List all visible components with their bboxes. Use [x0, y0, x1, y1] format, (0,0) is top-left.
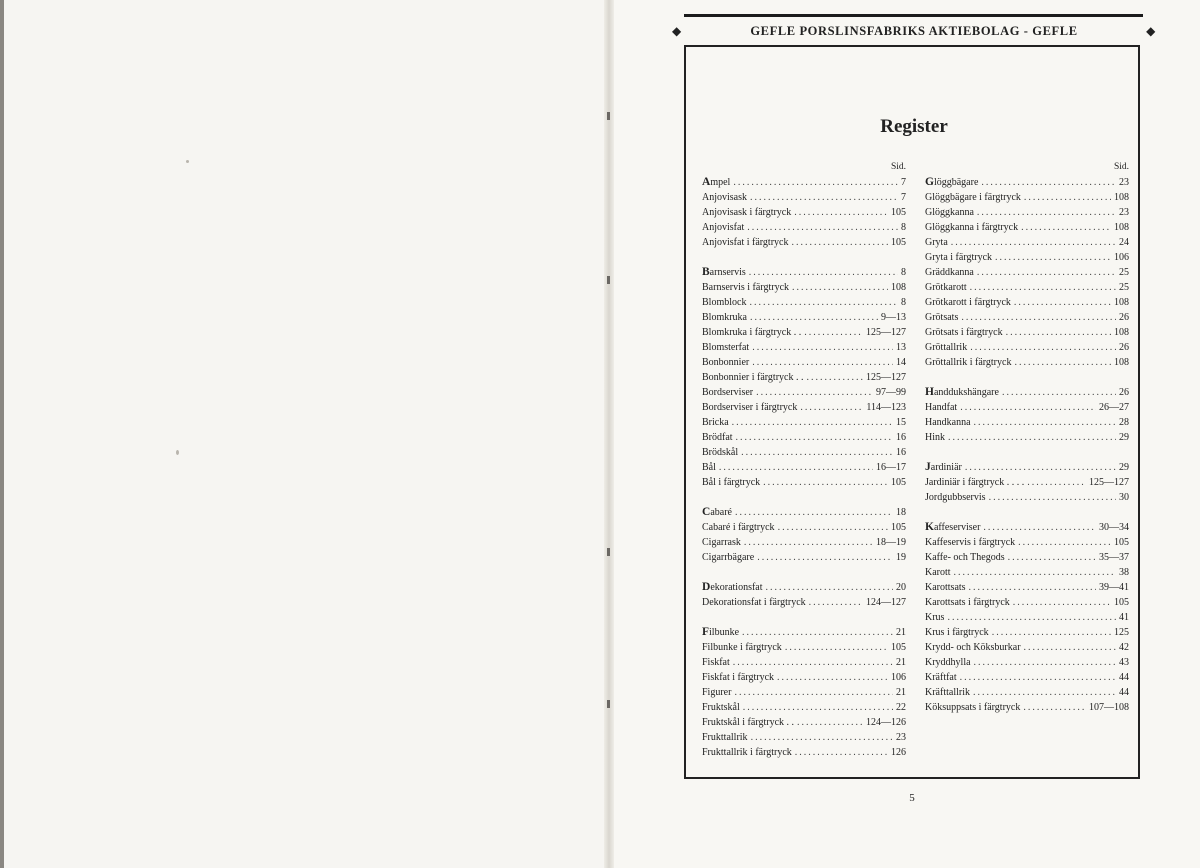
entry-page: 13	[896, 342, 906, 353]
entry-page: 125—127	[866, 327, 906, 338]
entry-name: Blomsterfat	[702, 342, 750, 353]
dot-leader	[749, 295, 898, 310]
dot-leader	[981, 175, 1116, 190]
dot-leader	[750, 190, 898, 205]
dot-leader	[970, 280, 1116, 295]
header-text: GEFLE PORSLINSFABRIKS AKTIEBOLAG - GEFLE	[750, 23, 1078, 38]
entry-name: Gräddkanna	[925, 267, 974, 278]
dot-leader	[794, 205, 888, 220]
entry-name: Grötkarott	[925, 282, 967, 293]
index-entry	[702, 475, 906, 490]
index-column-right	[925, 160, 1129, 715]
dot-leader	[983, 520, 1096, 535]
entry-name: Anjovisfat i färgtryck	[702, 237, 789, 248]
dot-leader	[1024, 190, 1111, 205]
index-entry	[925, 460, 1129, 475]
page-header	[672, 20, 1156, 42]
dot-leader	[750, 310, 878, 325]
index-entry	[925, 520, 1129, 535]
index-entry	[702, 235, 906, 250]
entry-page: 125—127	[1089, 477, 1129, 488]
index-entry	[702, 310, 906, 325]
entry-page: 106	[1114, 252, 1129, 263]
entry-page: 108	[1114, 357, 1129, 368]
entry-page: 35—37	[1099, 552, 1129, 563]
dot-leader	[757, 550, 893, 565]
index-entry	[702, 625, 906, 640]
index-entry	[925, 325, 1129, 340]
index-entry	[925, 550, 1129, 565]
entry-page: 108	[1114, 297, 1129, 308]
index-entry	[702, 745, 906, 760]
dot-leader	[747, 220, 898, 235]
entry-page: 125—127	[866, 372, 906, 383]
dot-leader	[1024, 640, 1116, 655]
dot-leader	[741, 445, 893, 460]
index-entry	[925, 595, 1129, 610]
index-entry	[925, 340, 1129, 355]
dot-leader	[756, 385, 873, 400]
entry-name: Dekorationsfat	[702, 581, 763, 593]
group-spacer	[925, 445, 1129, 460]
index-entry	[925, 355, 1129, 370]
index-entry	[925, 580, 1129, 595]
dot-leader	[733, 175, 898, 190]
index-entry	[925, 265, 1129, 280]
entry-page: 26	[1119, 387, 1129, 398]
dot-leader	[733, 655, 893, 670]
index-entry	[925, 535, 1129, 550]
dot-leader	[1002, 385, 1116, 400]
index-entry	[925, 430, 1129, 445]
entry-name: Cabaré	[702, 506, 732, 518]
entry-page: 44	[1119, 672, 1129, 683]
index-entry	[925, 250, 1129, 265]
dot-leader	[732, 415, 893, 430]
dot-leader	[977, 205, 1116, 220]
entry-name: Bonbonnier i färgtryck . .	[702, 372, 804, 383]
entry-page: 25	[1119, 267, 1129, 278]
index-entry	[702, 295, 906, 310]
entry-page: 125	[1114, 627, 1129, 638]
index-entry	[702, 505, 906, 520]
index-entry	[925, 475, 1129, 490]
index-entry	[925, 235, 1129, 250]
entry-page: 44	[1119, 687, 1129, 698]
entry-name: Filbunke	[702, 626, 740, 638]
dot-leader	[960, 670, 1116, 685]
index-entry	[925, 490, 1129, 505]
entry-name: Karott	[925, 567, 951, 578]
entry-name: Kräftfat	[925, 672, 957, 683]
index-entry	[702, 325, 906, 340]
index-entry	[925, 280, 1129, 295]
binding-stitch	[607, 700, 610, 708]
entry-name: Karottsats	[925, 582, 966, 593]
index-entry	[702, 715, 906, 730]
index-entry	[702, 355, 906, 370]
dot-leader	[800, 400, 863, 415]
entry-name: Glöggbägare	[925, 176, 979, 188]
entry-page: 25	[1119, 282, 1129, 293]
index-entry	[702, 670, 906, 685]
dot-leader	[1021, 220, 1111, 235]
entry-page: 106	[891, 672, 906, 683]
entry-name: Barnservis	[702, 266, 746, 278]
index-entry	[702, 205, 906, 220]
entry-name: Anjovisask i färgtryck	[702, 207, 792, 218]
entry-page: 105	[891, 207, 906, 218]
entry-name: Handkanna	[925, 417, 971, 428]
entry-page: 26	[1119, 312, 1129, 323]
index-entry	[702, 400, 906, 415]
entry-page: 124—126	[866, 717, 906, 728]
index-entry	[925, 295, 1129, 310]
entry-page: 16	[896, 447, 906, 458]
dot-leader	[995, 250, 1111, 265]
dot-leader	[954, 565, 1116, 580]
entry-page: 28	[1119, 417, 1129, 428]
index-entry	[925, 205, 1129, 220]
entry-name: Blomblock	[702, 297, 747, 308]
index-entry	[925, 610, 1129, 625]
entry-name: Ampel	[702, 176, 731, 188]
index-entry	[702, 370, 906, 385]
index-entry	[925, 670, 1129, 685]
entry-page: 108	[891, 282, 906, 293]
entry-name: Kaffe- och Thegods	[925, 552, 1005, 563]
dot-leader	[947, 610, 1116, 625]
dot-leader	[742, 625, 893, 640]
diamond-ornament-icon: ◆	[1146, 23, 1156, 38]
entry-name: Handfat	[925, 402, 958, 413]
entry-page: 105	[891, 237, 906, 248]
dot-leader	[1013, 595, 1111, 610]
entry-page: 114—123	[866, 402, 906, 413]
entry-page: 9—13	[881, 312, 906, 323]
index-entry	[702, 190, 906, 205]
entry-page: 38	[1119, 567, 1129, 578]
entry-name: Grötsats i färgtryck	[925, 327, 1003, 338]
entry-name: Cabaré i färgtryck	[702, 522, 775, 533]
dot-leader	[744, 535, 873, 550]
entry-name: Kaffeserviser	[925, 521, 981, 533]
entry-name: Köksuppsats i färgtryck	[925, 702, 1021, 713]
entry-page: 15	[896, 417, 906, 428]
index-entry	[702, 685, 906, 700]
dot-leader	[1014, 295, 1111, 310]
group-spacer	[702, 565, 906, 580]
entry-name: Glöggbägare i färgtryck	[925, 192, 1021, 203]
index-entry	[702, 460, 906, 475]
dot-leader	[989, 490, 1116, 505]
entry-page: 18—19	[876, 537, 906, 548]
entry-page: 21	[896, 627, 906, 638]
dot-leader	[948, 430, 1116, 445]
entry-name: Fruktskål	[702, 702, 740, 713]
binding-stitch	[607, 548, 610, 556]
entry-page: 108	[1114, 222, 1129, 233]
dot-leader	[1014, 355, 1111, 370]
entry-name: Glöggkanna	[925, 207, 974, 218]
dot-leader	[1023, 700, 1086, 715]
index-entry	[702, 445, 906, 460]
entry-page: 30	[1119, 492, 1129, 503]
entry-page: 23	[1119, 177, 1129, 188]
entry-name: Gröttallrik i färgtryck	[925, 357, 1012, 368]
entry-page: 7	[901, 192, 906, 203]
dot-leader	[960, 400, 1096, 415]
dot-leader	[734, 685, 893, 700]
entry-page: 105	[1114, 597, 1129, 608]
group-spacer	[702, 610, 906, 625]
dot-leader	[806, 370, 863, 385]
dot-leader	[777, 670, 888, 685]
entry-page: 105	[891, 522, 906, 533]
index-entry	[702, 730, 906, 745]
entry-page: 105	[891, 642, 906, 653]
entry-name: Brödskål	[702, 447, 739, 458]
group-spacer	[702, 250, 906, 265]
entry-name: Barnservis i färgtryck	[702, 282, 790, 293]
entry-name: Kryddhylla	[925, 657, 971, 668]
dot-leader	[974, 655, 1116, 670]
entry-name: Jardiniär	[925, 461, 962, 473]
binding-stitch	[607, 276, 610, 284]
entry-name: Anjovisfat	[702, 222, 745, 233]
dot-leader	[766, 580, 893, 595]
dot-leader	[735, 505, 893, 520]
group-spacer	[925, 370, 1129, 385]
index-entry	[702, 700, 906, 715]
entry-page: 16	[896, 432, 906, 443]
entry-page: 23	[896, 732, 906, 743]
dot-leader	[1006, 325, 1111, 340]
dot-leader	[965, 460, 1116, 475]
dot-leader	[977, 265, 1116, 280]
dot-leader	[736, 430, 893, 445]
entry-name: Cigarrbägare	[702, 552, 755, 563]
entry-page: 19	[896, 552, 906, 563]
entry-page: 7	[901, 177, 906, 188]
entry-page: 8	[901, 267, 906, 278]
entry-page: 126	[891, 747, 906, 758]
entry-page: 20	[896, 582, 906, 593]
dot-leader	[1027, 475, 1086, 490]
entry-page: 16—17	[876, 462, 906, 473]
page-column-heading: Sid.	[1113, 162, 1129, 172]
index-entry	[702, 595, 906, 610]
entry-name: Bordserviser i färgtryck	[702, 402, 798, 413]
dot-leader	[804, 325, 863, 340]
dot-leader	[951, 235, 1116, 250]
entry-page: 42	[1119, 642, 1129, 653]
entry-page: 108	[1114, 327, 1129, 338]
dot-leader	[1008, 550, 1096, 565]
entry-page: 8	[901, 222, 906, 233]
entry-page: 108	[1114, 192, 1129, 203]
dot-leader	[752, 355, 893, 370]
entry-name: Gryta i färgtryck	[925, 252, 993, 263]
book-edge	[0, 0, 4, 868]
entry-name: Grötsats	[925, 312, 959, 323]
index-entry	[925, 655, 1129, 670]
entry-page: 8	[901, 297, 906, 308]
dot-leader	[992, 625, 1111, 640]
entry-name: Blomkruka	[702, 312, 747, 323]
dot-leader	[778, 520, 888, 535]
dot-leader	[961, 310, 1116, 325]
index-entry	[702, 520, 906, 535]
group-spacer	[925, 505, 1129, 520]
binding-stitch	[607, 112, 610, 120]
page-title: Register	[880, 116, 948, 137]
entry-page: 39—41	[1099, 582, 1129, 593]
index-column-left	[702, 160, 906, 760]
entry-name: Jardiniär i färgtryck . . . .	[925, 477, 1025, 488]
index-entry	[702, 655, 906, 670]
dot-leader	[743, 700, 893, 715]
dot-leader	[791, 235, 888, 250]
entry-name: Jordgubbservis	[925, 492, 986, 503]
dot-leader	[970, 340, 1116, 355]
entry-page: 18	[896, 507, 906, 518]
entry-name: Dekorationsfat i färgtryck	[702, 597, 806, 608]
index-entry	[702, 265, 906, 280]
entry-page: 29	[1119, 432, 1129, 443]
dot-leader	[974, 415, 1116, 430]
entry-page: 21	[896, 657, 906, 668]
entry-name: Hink	[925, 432, 945, 443]
index-entry	[702, 640, 906, 655]
index-entry	[702, 550, 906, 565]
dot-leader	[749, 265, 898, 280]
dot-leader	[795, 745, 888, 760]
entry-page: 26	[1119, 342, 1129, 353]
entry-page: 29	[1119, 462, 1129, 473]
entry-page: 30—34	[1099, 522, 1129, 533]
entry-name: Anjovisask	[702, 192, 747, 203]
dot-leader	[797, 715, 863, 730]
entry-name: Fiskfat i färgtryck	[702, 672, 775, 683]
dot-leader	[751, 730, 893, 745]
entry-name: Kräfttallrik	[925, 687, 970, 698]
index-entry	[702, 535, 906, 550]
index-entry	[702, 280, 906, 295]
index-entry	[925, 310, 1129, 325]
index-entry	[925, 625, 1129, 640]
dot-leader	[792, 280, 888, 295]
entry-name: Bål i färgtryck	[702, 477, 761, 488]
entry-page: 105	[891, 477, 906, 488]
dot-leader	[785, 640, 888, 655]
dot-leader	[973, 685, 1116, 700]
entry-name: Filbunke i färgtryck	[702, 642, 782, 653]
entry-name: Frukttallrik	[702, 732, 748, 743]
dot-leader	[752, 340, 893, 355]
paper-speck	[176, 450, 179, 455]
entry-name: Krus	[925, 612, 945, 623]
entry-name: Kaffeservis i färgtryck	[925, 537, 1016, 548]
group-spacer	[702, 490, 906, 505]
entry-name: Bordserviser	[702, 387, 754, 398]
diamond-ornament-icon: ◆	[672, 23, 682, 38]
entry-page: 14	[896, 357, 906, 368]
entry-name: Handdukshängare	[925, 386, 999, 398]
entry-page: 43	[1119, 657, 1129, 668]
index-entry	[925, 685, 1129, 700]
entry-name: Krus i färgtryck	[925, 627, 989, 638]
entry-page: 124—127	[866, 597, 906, 608]
entry-page: 107—108	[1089, 702, 1129, 713]
index-entry	[925, 190, 1129, 205]
dot-leader	[1018, 535, 1111, 550]
entry-name: Blomkruka i färgtryck . .	[702, 327, 802, 338]
index-entry	[925, 415, 1129, 430]
entry-name: Brödfat	[702, 432, 733, 443]
entry-name: Bricka	[702, 417, 729, 428]
entry-name: Grötkarott i färgtryck	[925, 297, 1011, 308]
index-entry	[702, 415, 906, 430]
entry-name: Frukttallrik i färgtryck	[702, 747, 792, 758]
index-entry	[702, 385, 906, 400]
dot-leader	[763, 475, 888, 490]
page-column-heading: Sid.	[890, 162, 906, 172]
index-entry	[702, 340, 906, 355]
entry-name: Gryta	[925, 237, 948, 248]
index-entry	[925, 385, 1129, 400]
entry-page: 26—27	[1099, 402, 1129, 413]
index-entry	[925, 700, 1129, 715]
page-number: 5	[909, 792, 915, 804]
entry-page: 21	[896, 687, 906, 698]
entry-name: Karottsats i färgtryck	[925, 597, 1010, 608]
entry-name: Gröttallrik	[925, 342, 968, 353]
entry-name: Glöggkanna i färgtryck	[925, 222, 1019, 233]
entry-page: 22	[896, 702, 906, 713]
dot-leader	[719, 460, 873, 475]
entry-name: Bål	[702, 462, 716, 473]
entry-page: 24	[1119, 237, 1129, 248]
header-rule	[684, 14, 1143, 17]
entry-name: Cigarrask	[702, 537, 741, 548]
entry-page: 105	[1114, 537, 1129, 548]
entry-name: Fiskfat	[702, 657, 730, 668]
index-entry	[702, 580, 906, 595]
index-entry	[925, 220, 1129, 235]
index-entry	[925, 640, 1129, 655]
entry-name: Bonbonnier	[702, 357, 750, 368]
index-entry	[925, 175, 1129, 190]
dot-leader	[809, 595, 863, 610]
entry-name: Figurer	[702, 687, 732, 698]
entry-name: Fruktskål i färgtryck . .	[702, 717, 795, 728]
entry-page: 23	[1119, 207, 1129, 218]
entry-page: 41	[1119, 612, 1129, 623]
index-entry	[925, 565, 1129, 580]
index-entry	[702, 175, 906, 190]
book-gutter	[604, 0, 614, 868]
dot-leader	[969, 580, 1096, 595]
entry-name: Krydd- och Köksburkar	[925, 642, 1021, 653]
entry-page: 97—99	[876, 387, 906, 398]
paper-speck	[186, 160, 189, 163]
index-entry	[702, 220, 906, 235]
index-entry	[925, 400, 1129, 415]
index-entry	[702, 430, 906, 445]
